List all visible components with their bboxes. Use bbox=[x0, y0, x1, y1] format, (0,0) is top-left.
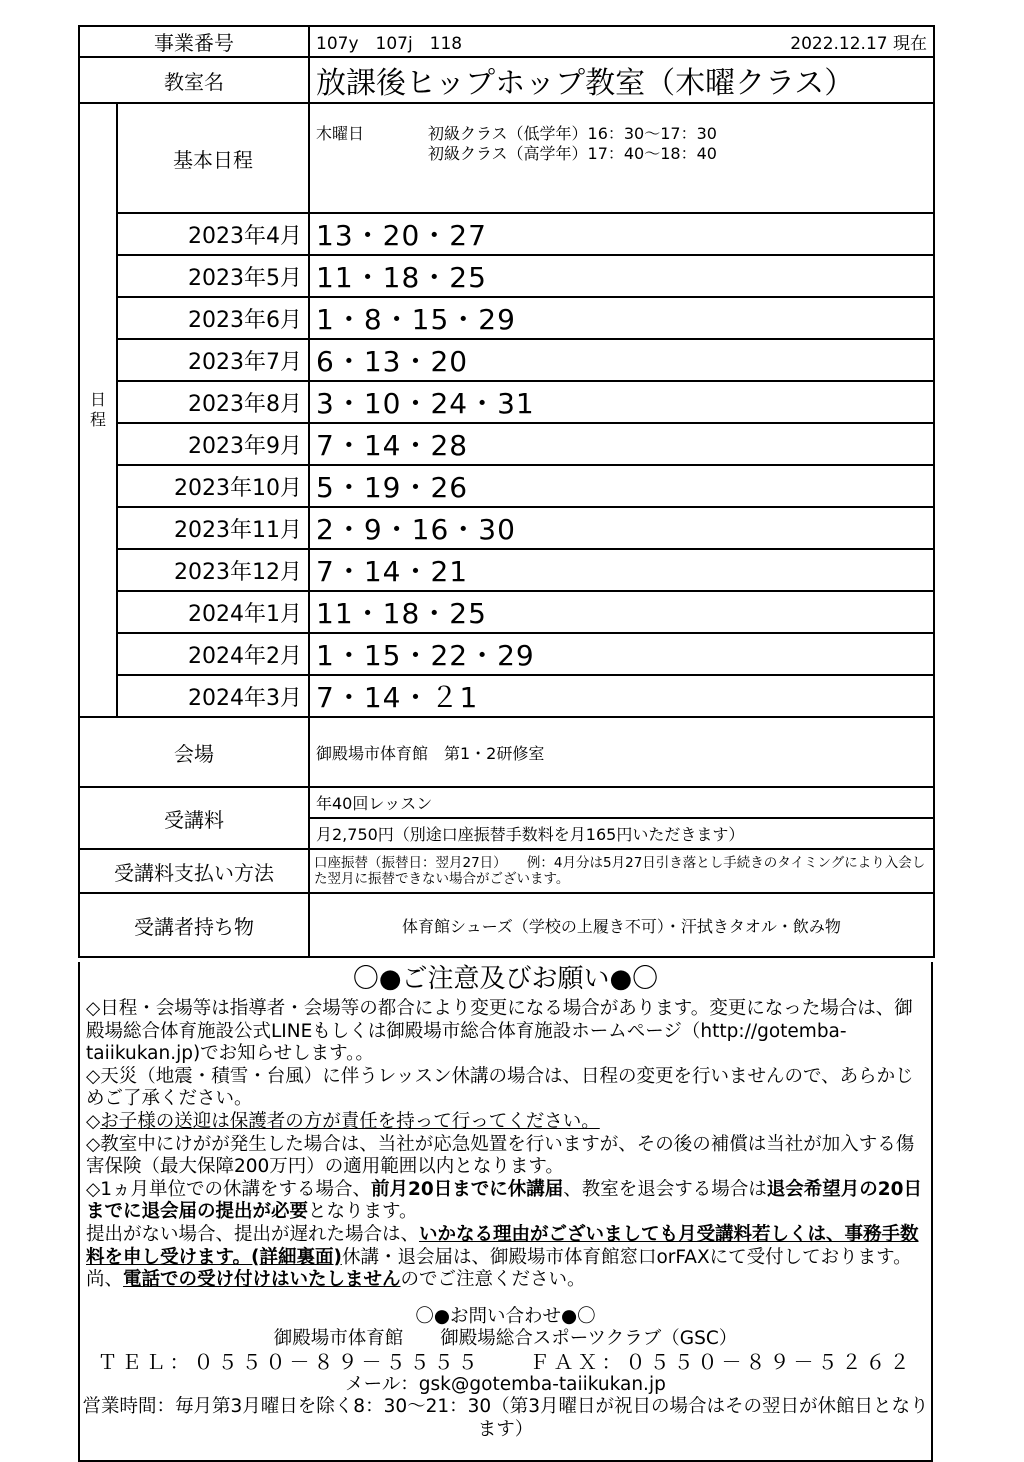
notice-text: 提出がない場合、提出が遅れた場合は、 bbox=[86, 1223, 420, 1245]
venue-value: 御殿場市体育館 第1・2研修室 bbox=[309, 717, 934, 787]
payment-row bbox=[79, 849, 934, 893]
month-row bbox=[79, 339, 934, 381]
month-label: 2023年8月 bbox=[117, 381, 309, 423]
fee-label: 受講料 bbox=[79, 787, 309, 849]
notice-item bbox=[86, 1224, 925, 1292]
month-dates: 5・19・26 bbox=[309, 465, 934, 507]
month-dates: 6・13・20 bbox=[309, 339, 934, 381]
month-row bbox=[79, 549, 934, 591]
contact-mail: メール：gsk@gotemba-taiikukan.jp bbox=[345, 1373, 666, 1395]
notice-body bbox=[80, 996, 931, 1292]
month-dates: 11・18・25 bbox=[309, 591, 934, 633]
month-row bbox=[79, 591, 934, 633]
month-label: 2024年3月 bbox=[117, 675, 309, 717]
schedule-line-2 bbox=[316, 144, 927, 164]
class-name: 放課後ヒップホップ教室（木曜クラス） bbox=[309, 57, 934, 103]
month-row bbox=[79, 381, 934, 423]
month-label: 2024年2月 bbox=[117, 633, 309, 675]
business-no-label: 事業番号 bbox=[79, 26, 309, 57]
schedule-line-text-1: 初級クラス（低学年）16：30～17：30 bbox=[428, 124, 717, 143]
notice-item bbox=[86, 1111, 925, 1134]
month-row bbox=[79, 675, 934, 717]
month-dates: 1・8・15・29 bbox=[309, 297, 934, 339]
notice-text: 休講・退会届は、御殿場市体育館窓口orFAXにて受付しております。尚、 bbox=[86, 1246, 912, 1291]
contact-title: 〇●お問い合わせ●〇 bbox=[415, 1305, 596, 1327]
contact-tel-fax: ＴＥＬ：０５５０－８９－５５５５ ＦＡＸ：０５５０－８９－５２６２ bbox=[97, 1349, 914, 1374]
schedule-line-text-2: 初級クラス（高学年）17：40～18：40 bbox=[428, 144, 717, 163]
notice-item bbox=[86, 1179, 925, 1224]
info-table bbox=[78, 25, 935, 958]
month-label: 2023年7月 bbox=[117, 339, 309, 381]
month-label: 2023年4月 bbox=[117, 213, 309, 255]
month-dates: 7・14・28 bbox=[309, 423, 934, 465]
month-label: 2023年12月 bbox=[117, 549, 309, 591]
month-dates: 7・14・21 bbox=[309, 549, 934, 591]
base-schedule-row bbox=[79, 103, 934, 213]
month-row bbox=[79, 297, 934, 339]
notice-text: ◇1ヵ月単位での休講をする場合、 bbox=[86, 1178, 371, 1200]
notice-title: 〇●ご注意及びお願い●〇 bbox=[352, 964, 659, 994]
base-schedule-cell bbox=[309, 103, 934, 213]
month-label: 2023年10月 bbox=[117, 465, 309, 507]
business-no-row bbox=[79, 26, 934, 57]
schedule-line-1 bbox=[316, 124, 927, 144]
payment-text: 口座振替（振替日：翌月27日） 例：4月分は5月27日引き落とし手続きのタイミングにより入会した翌月に振替できない場合がございます。 bbox=[309, 849, 934, 893]
as-of-date: 2022.12.17 現在 bbox=[790, 34, 927, 54]
month-dates: 11・18・25 bbox=[309, 255, 934, 297]
notice-item: ◇教室中にけがが発生した場合は、当社が応急処置を行いますが、その後の補償は当社が加入する傷害保険（最大保障200万円）の適用範囲以内となります。 bbox=[86, 1133, 915, 1178]
venue-label: 会場 bbox=[79, 717, 309, 787]
month-row bbox=[79, 633, 934, 675]
notice-emphasis: 前月20日までに休講届 bbox=[371, 1178, 564, 1200]
month-row bbox=[79, 255, 934, 297]
notice-emphasis: お子様の送迎は保護者の方が責任を持って行ってください。 bbox=[100, 1110, 600, 1132]
month-label: 2023年11月 bbox=[117, 507, 309, 549]
notice-item: ◇天災（地震・積雪・台風）に伴うレッスン休講の場合は、日程の変更を行いませんので、あらかじめご了承ください。 bbox=[86, 1065, 914, 1110]
notice-text: のでご注意ください。 bbox=[400, 1269, 586, 1291]
fee-lessons: 年40回レッスン bbox=[309, 787, 934, 818]
month-row bbox=[79, 507, 934, 549]
class-row bbox=[79, 57, 934, 103]
notice-text: となります。 bbox=[308, 1201, 418, 1223]
month-dates: 3・10・24・31 bbox=[309, 381, 934, 423]
contact-block bbox=[80, 1306, 931, 1442]
notice-bullet: ◇ bbox=[86, 1110, 101, 1132]
month-dates: 13・20・27 bbox=[309, 213, 934, 255]
month-row bbox=[79, 423, 934, 465]
notice-emphasis: 電話での受け付けはいたしません bbox=[123, 1269, 401, 1291]
business-no-value: 107y 107j 118 bbox=[316, 34, 463, 54]
month-dates: 1・15・22・29 bbox=[309, 633, 934, 675]
fee-monthly: 月2,750円（別途口座振替手数料を月165円いただきます） bbox=[309, 818, 934, 849]
month-row bbox=[79, 213, 934, 255]
notice-emphasis: いかなる理由がございましても月受講料若しくは、事務手数料を申し受けます。(詳細裏面) bbox=[86, 1223, 919, 1268]
month-label: 2023年9月 bbox=[117, 423, 309, 465]
month-row bbox=[79, 465, 934, 507]
payment-label: 受講料支払い方法 bbox=[79, 849, 309, 893]
month-dates: 7・14・２1 bbox=[309, 675, 934, 717]
schedule-day: 木曜日 bbox=[316, 124, 365, 143]
business-no-cell bbox=[309, 26, 934, 57]
belongings-label: 受講者持ち物 bbox=[79, 893, 309, 957]
contact-hours: 営業時間：毎月第3月曜日を除く8：30～21：30（第3月曜日が祝日の場合はその翌日が休館日となります） bbox=[82, 1396, 929, 1440]
info-sheet bbox=[78, 25, 933, 1462]
class-label: 教室名 bbox=[79, 57, 309, 103]
notice-emphasis: 退会希望月の20日までに退会届の提出が必要 bbox=[86, 1178, 923, 1223]
notice-box bbox=[78, 962, 933, 1462]
fee-row-1 bbox=[79, 787, 934, 818]
schedule-group-text: 日程 bbox=[89, 390, 106, 429]
venue-row bbox=[79, 717, 934, 787]
belongings-value: 体育館シューズ（学校の上履き不可）・汗拭きタオル・飲み物 bbox=[309, 893, 934, 957]
schedule-group-label bbox=[79, 103, 117, 717]
month-label: 2023年6月 bbox=[117, 297, 309, 339]
notice-item: ◇日程・会場等は指導者・会場等の都合により変更になる場合があります。変更になった場合は、御殿場総合体育施設公式LINEもしくは御殿場市総合体育施設ホームページ（http://gotemba-taiikukan.jp)でお知らせします。。 bbox=[86, 998, 913, 1065]
month-dates: 2・9・16・30 bbox=[309, 507, 934, 549]
base-schedule-label: 基本日程 bbox=[117, 103, 309, 213]
month-label: 2023年5月 bbox=[117, 255, 309, 297]
notice-text: 、教室を退会する場合は bbox=[563, 1178, 767, 1200]
belongings-row bbox=[79, 893, 934, 957]
month-label: 2024年1月 bbox=[117, 591, 309, 633]
contact-org: 御殿場市体育館 御殿場総合スポーツクラブ（GSC） bbox=[273, 1328, 738, 1350]
